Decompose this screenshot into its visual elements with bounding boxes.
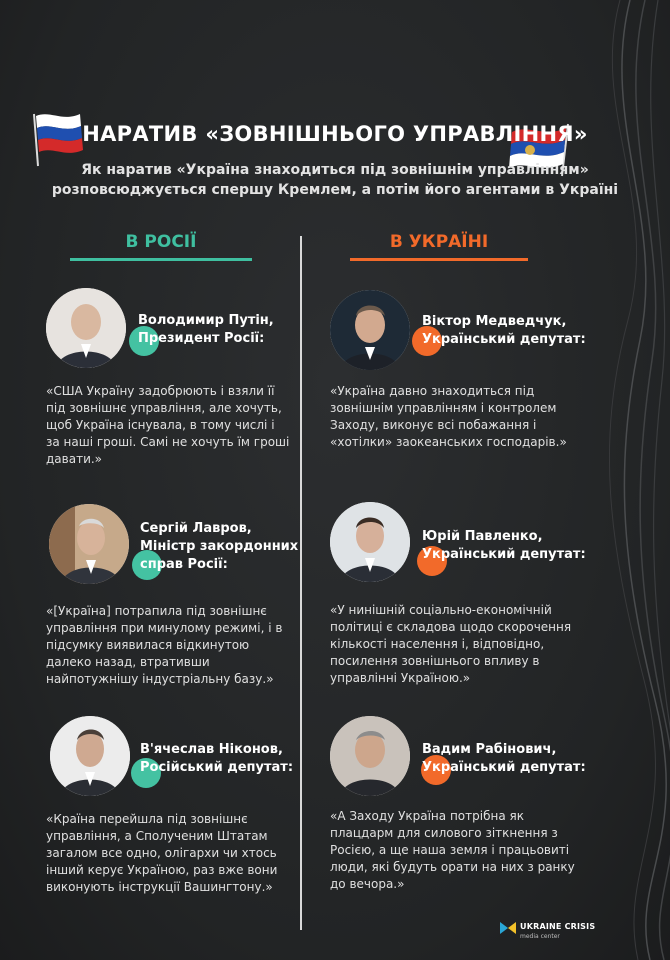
quote-line: плацдарм для силового зіткнення з [330,826,558,840]
person-name [422,528,586,564]
column-underline-ukraine [350,258,528,261]
name-line: Володимир Путін, [138,313,274,328]
quote-line: найпотужнішу індустріальну базу.» [46,672,274,686]
avatar-putin [46,288,126,368]
quote-line: управлінні Україною.» [330,671,471,685]
person-name [422,313,586,349]
quote-line: «А Заходу Україна потрібна як [330,809,524,823]
name-line: Віктор Медведчук, [422,314,567,329]
logo-text: UKRAINE CRISIS [520,922,596,931]
avatar-nikonov [50,716,130,796]
column-divider [300,236,302,930]
person-portrait-icon [330,502,410,582]
name-line: Російський депутат: [140,760,294,775]
avatar-pavlenko [330,502,410,582]
person-quote [330,808,575,893]
quote-line: посилення зовнішнього впливу в [330,654,540,668]
person-portrait-icon [46,288,126,368]
person-quote [46,811,277,896]
name-line: Сергій Лавров, [140,521,252,536]
name-line: Український депутат: [422,547,586,562]
page-subtitle [40,160,630,200]
name-line: В'ячеслав Ніконов, [140,742,283,757]
avatar-rabinovych [330,716,410,796]
column-underline-russia [70,258,252,261]
person-name [422,741,586,777]
subtitle-line: Як наратив «Україна знаходиться під зовнішнім управлінням» [81,162,589,178]
page-title: НАРАТИВ «ЗОВНІШНЬОГО УПРАВЛІННЯ» [82,122,588,146]
quote-line: підсумку виявилася відкинутою [46,638,250,652]
quote-line: щоб Україна існувала, в тому числі і [46,418,275,432]
quote-line: «США Україну задобрюють і взяли її [46,384,275,398]
quote-line: «хотілки» заокеанських господарів.» [330,435,567,449]
quote-line: за наші гроші. Самі не хочуть їм гроші [46,435,290,449]
person-quote [330,383,567,451]
quote-line: виконують інструкції Вашингтону.» [46,880,273,894]
quote-line: «Країна перейшла під зовнішнє [46,812,248,826]
quote-line: «Україна давно знаходиться під [330,384,535,398]
quote-line: інший керує Україною, раз вже вони [46,863,278,877]
quote-line: управління при минулому режимі, і в [46,621,283,635]
name-line: Президент Росії: [138,331,265,346]
name-line: Вадим Рабінович, [422,742,557,757]
quote-line: далеко назад, втративши [46,655,210,669]
name-line: Український депутат: [422,760,586,775]
person-quote [330,602,571,687]
person-portrait-icon [49,504,129,584]
quote-line: «У нинішній соціально-економічній [330,603,552,617]
avatar-lavrov [49,504,129,584]
name-line: справ Росії: [140,557,228,572]
avatar-medvedchuk [330,290,410,370]
quote-line: під зовнішнє управління, але хочуть, [46,401,282,415]
logo-subtext: media center [520,933,560,940]
person-portrait-icon [330,290,410,370]
quote-line: «[Україна] потрапила під зовнішнє [46,604,267,618]
person-quote [46,603,282,688]
person-portrait-icon [50,716,130,796]
name-line: Юрій Павленко, [422,529,543,544]
quote-line: Росією, а ще наша земля і працьовиті [330,843,570,857]
person-name [138,312,274,348]
quote-line: загалом все одно, олігархи чи хтось [46,846,277,860]
person-quote [46,383,289,468]
ukraine-crisis-logo-icon [498,918,518,938]
column-heading-russia: В РОСІЇ [125,232,197,252]
quote-line: кількості населення і, відповідно, [330,637,545,651]
column-heading-ukraine: В УКРАЇНІ [389,232,489,252]
quote-line: до вечора.» [330,877,405,891]
name-line: Міністр закордонних [140,539,299,554]
person-name [140,520,298,574]
subtitle-line: розповсюджується спершу Кремлем, а потім його агентами в Україні [51,182,619,198]
quote-line: люди, які будуть орати на них з ранку [330,860,575,874]
quote-line: політиці є складова щодо скорочення [330,620,572,634]
name-line: Український депутат: [422,332,586,347]
quote-line: давати.» [46,452,103,466]
person-name [140,741,293,777]
quote-line: Заходу, виконує всі побажання і [330,418,537,432]
person-portrait-icon [330,716,410,796]
quote-line: управління, а Сполученим Штатам [46,829,268,843]
quote-line: зовнішнім управлінням і контролем [330,401,557,415]
